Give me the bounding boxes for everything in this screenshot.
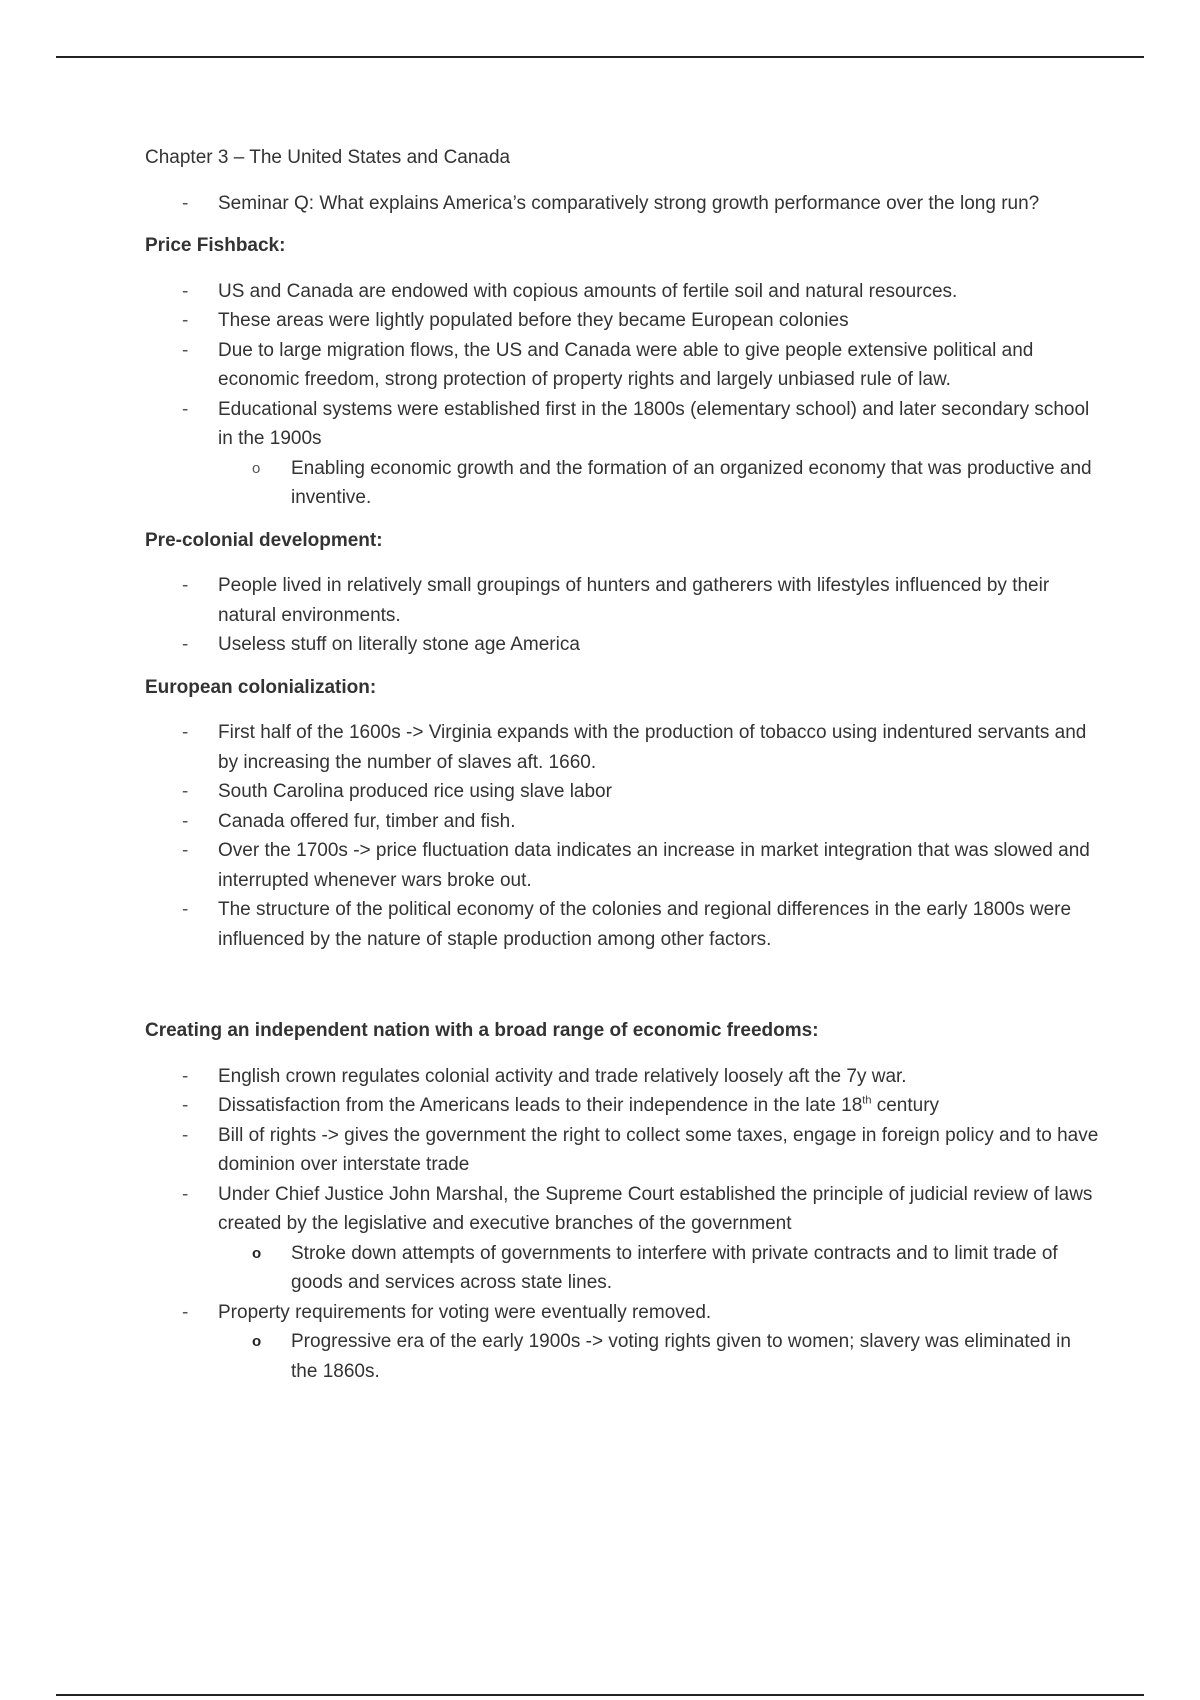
dash-bullet: - — [182, 634, 189, 655]
document-title: Chapter 3 – The United States and Canada — [145, 147, 511, 168]
sub-list — [218, 1327, 1100, 1386]
seminar-question: Seminar Q: What explains America’s comparatively strong growth performance over the long run? — [218, 192, 1040, 214]
dash-bullet: - — [182, 781, 189, 802]
dash-bullet: - — [182, 1124, 189, 1146]
list-item — [145, 1298, 1100, 1387]
section-heading-fishback: Price Fishback: — [145, 235, 286, 256]
sub-list-item-text: Stroke down attempts of governments to interfere with private contracts and to limit trade of goods and services across state lines. — [291, 1242, 1058, 1293]
list-item — [145, 807, 1100, 837]
dash-bullet: - — [182, 1183, 189, 1205]
list-item-text: century — [871, 1095, 940, 1116]
list-item-text: US and Canada are endowed with copious amounts of fertile soil and natural resources. — [218, 280, 958, 302]
list-item-text: Dissatisfaction from the Americans leads to their independence in the late 18 — [218, 1095, 863, 1116]
list-item — [145, 571, 1100, 630]
list-item — [145, 189, 1100, 219]
list-item — [145, 306, 1100, 336]
list-item — [145, 895, 1100, 954]
fishback-list — [145, 277, 1100, 513]
list-item-text: English crown regulates colonial activity and trade relatively loosely aft the 7y war. — [218, 1065, 907, 1087]
list-item-text: The structure of the political economy of the colonies and regional differences in the early 1800s were influenced by the nature of staple production among other factors. — [218, 899, 1072, 950]
sub-list — [218, 1239, 1100, 1298]
independence-list — [145, 1062, 1100, 1387]
list-item-text: These areas were lightly populated before they became European colonies — [218, 310, 849, 331]
dash-bullet: - — [182, 810, 189, 832]
dash-bullet: - — [182, 1095, 189, 1116]
sub-list-item-text: Enabling economic growth and the formation of an organized economy that was productive and inventive. — [291, 457, 1092, 508]
list-item-text: Educational systems were established first in the 1800s (elementary school) and later secondary school in the 1900s — [218, 398, 1090, 449]
list-item — [145, 630, 1100, 660]
list-item-text: Useless stuff on literally stone age America — [218, 634, 580, 655]
list-item-text: Over the 1700s -> price fluctuation data indicates an increase in market integration that was slowed and interrupted whenever wars broke out. — [218, 840, 1090, 891]
list-item-text: South Carolina produced rice using slave labor — [218, 781, 612, 802]
circle-bullet: o — [252, 459, 261, 477]
list-item — [145, 277, 1100, 307]
list-item — [145, 836, 1100, 895]
sub-list-item — [218, 1327, 1100, 1386]
list-item-text: Canada offered fur, timber and fish. — [218, 810, 516, 832]
list-item — [145, 1062, 1100, 1092]
dash-bullet: - — [182, 192, 189, 214]
list-item-text: People lived in relatively small groupings of hunters and gatherers with lifestyles influenced by their natural environments. — [218, 575, 1050, 626]
list-item-text: First half of the 1600s -> Virginia expands with the production of tobacco using indentured servants and by increasing the number of slaves aft. 1660. — [218, 722, 1087, 773]
list-item — [145, 1121, 1100, 1180]
list-item — [145, 1091, 1100, 1121]
dash-bullet: - — [182, 1065, 189, 1087]
seminar-list — [145, 189, 1100, 219]
section-heading-precolonial: Pre-colonial development: — [145, 529, 383, 551]
list-item — [145, 395, 1100, 513]
list-item-text: Due to large migration flows, the US and Canada were able to give people extensive political and economic freedom, strong protection of property rights and largely unbiased rule of law. — [218, 339, 1034, 390]
precolonial-list — [145, 571, 1100, 660]
circle-bullet: o — [252, 1333, 262, 1350]
sub-list — [218, 454, 1100, 513]
dash-bullet: - — [182, 899, 189, 920]
dash-bullet: - — [182, 280, 189, 302]
sub-list-item — [218, 454, 1100, 513]
list-item-text: Bill of rights -> gives the government the right to collect some taxes, engage in foreign policy and to have dominion over interstate trade — [218, 1124, 1099, 1175]
dash-bullet: - — [182, 398, 189, 420]
sub-list-item-text: Progressive era of the early 1900s -> voting rights given to women; slavery was eliminated in the 1860s. — [291, 1331, 1071, 1382]
dash-bullet: - — [182, 840, 189, 861]
section-heading-independence: Creating an independent nation with a broad range of economic freedoms: — [145, 1020, 819, 1041]
dash-bullet: - — [182, 575, 189, 596]
circle-bullet: o — [252, 1244, 262, 1262]
ordinal-superscript: th — [862, 1094, 872, 1107]
dash-bullet: - — [182, 310, 189, 331]
colonization-list — [145, 718, 1100, 954]
dash-bullet: - — [182, 339, 189, 361]
list-item-text: Property requirements for voting were eventually removed. — [218, 1301, 712, 1323]
list-item — [145, 336, 1100, 395]
sub-list-item — [218, 1239, 1100, 1298]
document-body — [145, 143, 1100, 1386]
list-item — [145, 777, 1100, 807]
list-item — [145, 1180, 1100, 1298]
dash-bullet: - — [182, 1301, 189, 1323]
section-heading-colonization: European colonialization: — [145, 676, 377, 698]
footer-rule — [56, 1694, 1144, 1696]
list-item — [145, 718, 1100, 777]
list-item-text: Under Chief Justice John Marshal, the Supreme Court established the principle of judicial review of laws created by the legislative and executive branches of the government — [218, 1183, 1093, 1234]
header-rule — [56, 56, 1144, 58]
dash-bullet: - — [182, 722, 189, 743]
